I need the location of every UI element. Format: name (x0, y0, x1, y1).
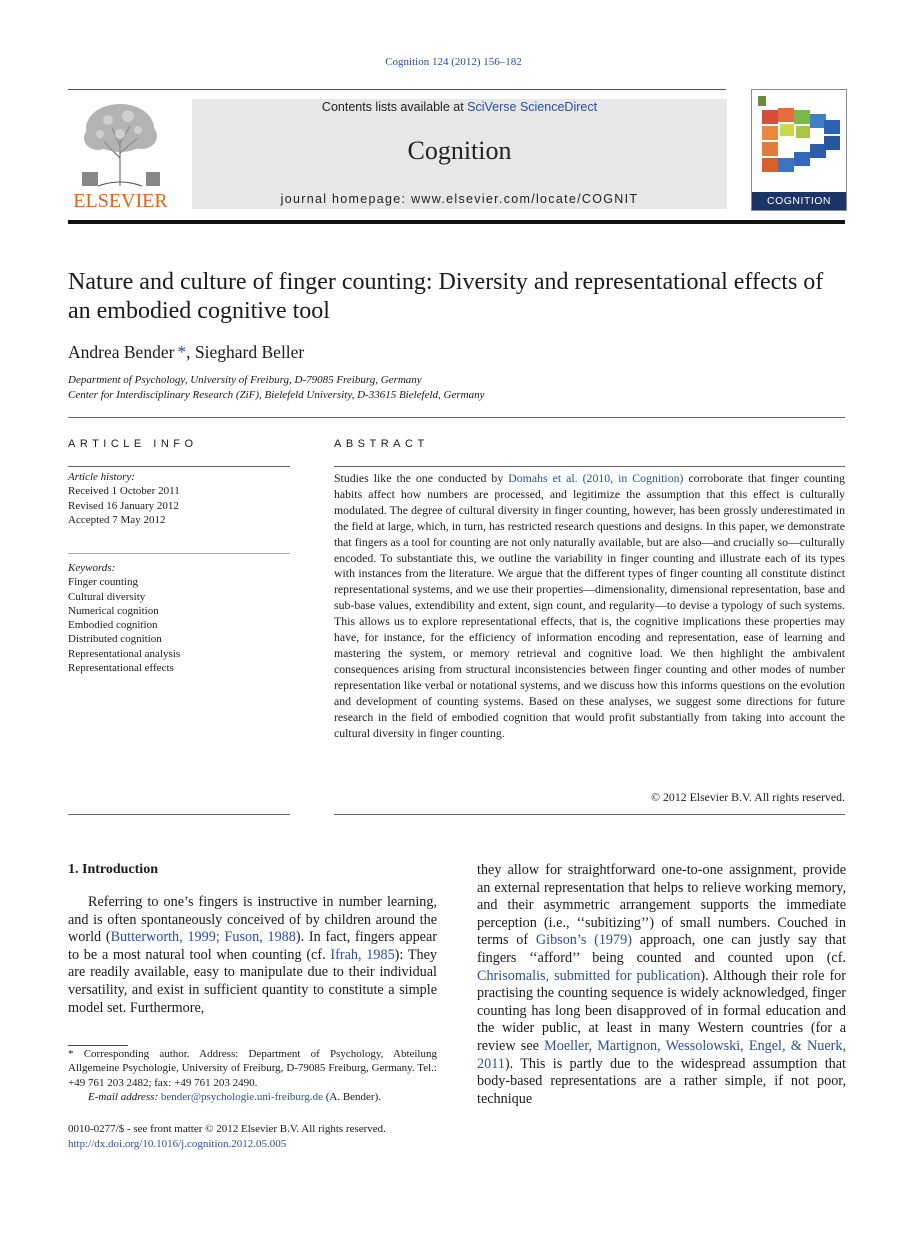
chrisomalis-link[interactable]: Chrisomalis, submitted for publication (477, 967, 701, 984)
keyword: Finger counting (68, 576, 138, 589)
keywords-block (68, 561, 290, 675)
author-bender: Andrea Bender (68, 342, 175, 362)
keyword: Representational effects (68, 662, 174, 675)
affiliation-bielefeld: Center for Interdisciplinary Research (ZiF), Bielefeld University, D-33615 Bielefeld, Germany (68, 389, 485, 401)
butterworth-fuson-link[interactable]: Butterworth, 1999; Fuson, 1988 (110, 929, 296, 946)
author-beller: Sieghard Beller (194, 342, 305, 362)
journal-name: Cognition (407, 136, 512, 165)
moeller-link[interactable]: Moeller, Martignon, Wessolowski, Engel, & Nuerk, 2011 (477, 1037, 847, 1072)
text-run: approach, one can justly say that fingers ‘‘afford’’ being counted and counted upon (cf. (477, 932, 847, 966)
intro-paragraph-continued (477, 862, 846, 1108)
abstract-copyright: © 2012 Elsevier B.V. All rights reserved. (651, 790, 845, 804)
email-link[interactable]: bender@psychologie.uni-freiburg.de (160, 1091, 323, 1103)
abstract-text (334, 471, 845, 741)
intro-right-column (477, 862, 846, 1108)
cover-label: COGNITION (752, 192, 846, 210)
corresponding-author-footnote: * Corresponding author. Address: Department of Psychology, Abteilung Allgemeine Psychologie, University of Freiburg, D-79085 Freiburg, Germany. Tel.: +49 761 203 2482; fax: +49 761 203 2490. (68, 1048, 437, 1089)
intro-left-column (68, 894, 437, 1017)
keyword: Representational analysis (68, 647, 181, 660)
history-label: Article history: (68, 471, 135, 483)
text-run: they allow for straightforward one-to-one assignment, provide an external representation that helps to relieve working memory, and their asymmetric arrangement supports the immediate perception (i.e., ‘‘subitizing’’) of small numbers. Couched in terms of (477, 862, 846, 949)
abstract-pre: Studies like the one conducted by (334, 471, 509, 485)
text-run: ): They are readily available, easy to manipulate due to their individual versatility, and exist in sufficient quantity to constitute a simple model set. Furthermore, (68, 946, 438, 1016)
intro-paragraph (68, 894, 437, 1017)
corresponding-author-mark[interactable]: * (177, 342, 187, 362)
footnote-rule (68, 1045, 128, 1046)
text-run: ). In fact, fingers appear to be a most natural tool when counting (cf. (68, 929, 437, 963)
doi-link[interactable]: http://dx.doi.org/10.1016/j.cognition.2012.05.005 (68, 1137, 287, 1150)
history-rule (68, 553, 290, 554)
abstract-body: corroborate that finger counting habits affect how numbers are processed, and legitimize the assumption that this effect is culturally modulated. The degree of cultural diversity in finger counting, however, has been grossly underestimated in the field at large, which, in turn, has restricted research questions and designs. In this paper, we demonstrate that fingers as a tool for counting are not only naturally available, but are also—and crucially so—culturally encoded. To substantiate this, we outline the variability in finger counting and illustrate each of its types with instances from the literature. We argue that the different types of finger counting all constitute distinct representational systems, and we use their properties—dimensionality, dimensional representation, base and sub-base values, extendibility and extent, sign count, and regularity—to devise a typology of such systems. This allows us to explore representational effects, that is, the cognitive implications these properties may have, for instance, for the efficiency of information encoding and representation, ease of learning and mastering the system, or memory retrieval and cognitive load. We then highlight the ambivalent consequences arising from structural inconsistencies between finger counting and other modes of number representation like verbal or notational systems, and we discuss how this informs questions on the evolution and development of counting systems. Based on these analyses, we suggest some directions for future research in the field of embodied cognition that would profit substantially from taking into account the cultural diversity in finger counting. (334, 471, 845, 740)
abstract-heading: ABSTRACT (334, 438, 429, 450)
revised-date: Revised 16 January 2012 (68, 499, 179, 512)
header-thick-rule (68, 220, 845, 224)
keywords-label: Keywords: (68, 562, 116, 574)
domahs-citation-link[interactable]: Domahs et al. (2010, in Cognition) (508, 471, 684, 485)
author-line (68, 342, 304, 363)
keyword: Cultural diversity (68, 590, 146, 603)
contents-line (192, 100, 727, 114)
journal-citation[interactable]: Cognition 124 (2012) 156–182 (385, 56, 522, 68)
journal-cover-image (751, 89, 847, 211)
gibson-link[interactable]: Gibson’s (1979) (535, 932, 632, 949)
keyword: Embodied cognition (68, 619, 158, 632)
received-date: Received 1 October 2011 (68, 485, 180, 498)
abstract-bottom-rule (334, 814, 845, 815)
keyword: Distributed cognition (68, 633, 162, 646)
article-title: Nature and culture of finger counting: Diversity and representational effects of an embodied cognitive tool (68, 269, 824, 324)
email-line (68, 1091, 437, 1103)
ifrah-link[interactable]: Ifrah, 1985 (330, 946, 395, 963)
introduction-heading: 1. Introduction (68, 862, 158, 877)
issn-line: 0010-0277/$ - see front matter © 2012 Elsevier B.V. All rights reserved. (68, 1123, 386, 1135)
email-suffix: (A. Bender). (322, 1091, 382, 1103)
article-info-rule (68, 466, 290, 467)
header-top-rule (68, 89, 726, 90)
keyword: Numerical cognition (68, 604, 159, 617)
text-run: Referring to one’s fingers is instructive in number learning, and is often spontaneously conceived of by children around the world ( (68, 894, 437, 946)
author-separator: , (186, 342, 195, 362)
article-info-bottom-rule (68, 814, 290, 815)
issn-block (68, 1122, 386, 1151)
article-history (68, 470, 290, 527)
text-run: ). This is partly due to the widespread assumption that body-based representations are a rather simple, if not poor, technique (477, 1055, 846, 1107)
elsevier-wordmark: ELSEVIER (73, 190, 168, 212)
sciencedirect-link[interactable]: SciVerse ScienceDirect (467, 100, 598, 114)
accepted-date: Accepted 7 May 2012 (68, 513, 166, 526)
affiliations (68, 373, 484, 403)
affiliation-freiburg: Department of Psychology, University of Freiburg, D-79085 Freiburg, Germany (68, 374, 422, 386)
email-label: E-mail address: (88, 1091, 161, 1103)
title-rule (68, 417, 845, 418)
journal-homepage[interactable]: journal homepage: www.elsevier.com/locate/COGNIT (280, 192, 639, 206)
article-info-heading: ARTICLE INFO (68, 438, 198, 450)
text-run: ). Although their role for practising the counting sequence is widely acknowledged, finger counting has long been disapproved of in formal education and the wider public, at least in many Western countries (for a review see (477, 967, 846, 1054)
abstract-rule (334, 466, 845, 467)
contents-prefix: Contents lists available at (321, 100, 468, 114)
